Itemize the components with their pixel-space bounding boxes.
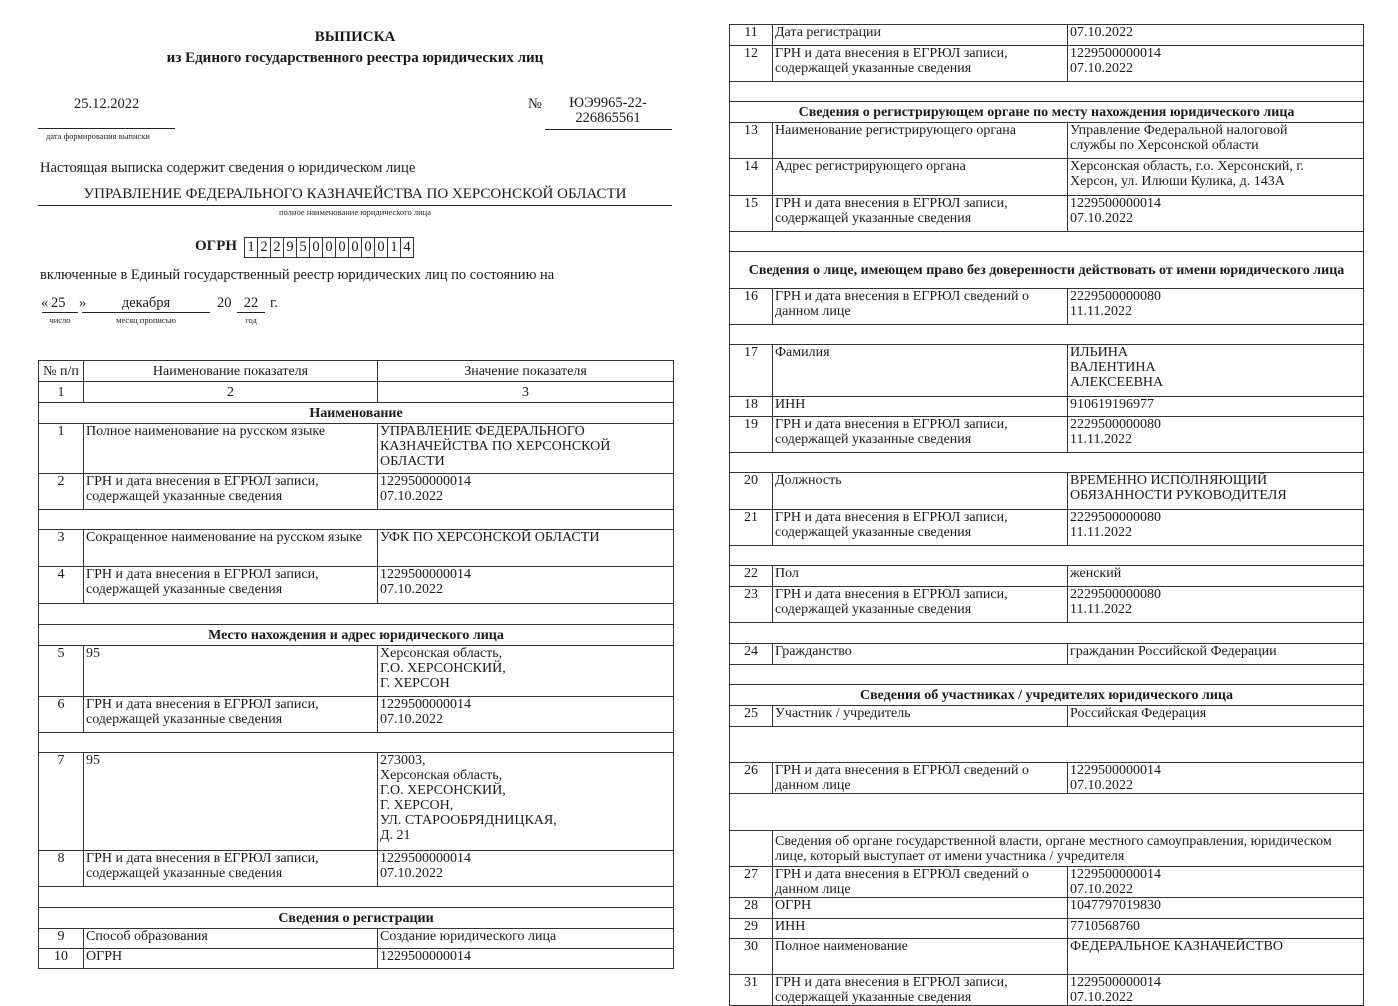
row-number: 13 [730, 123, 773, 159]
section-header-row [730, 252, 1364, 289]
indicator-name: Дата регистрации [773, 25, 1068, 46]
indicator-name: 95 [84, 646, 378, 697]
section-header-row [730, 102, 1364, 123]
indicator-name: Гражданство [773, 644, 1068, 665]
table-row [39, 567, 674, 604]
table-row [730, 919, 1364, 939]
row-number: 2 [39, 474, 84, 510]
blank-separator-row [39, 887, 674, 908]
day-underline [42, 312, 78, 313]
blank-cell [730, 82, 1364, 102]
open-quote: « [41, 295, 49, 311]
blank-separator-row [730, 546, 1364, 566]
row-number: 7 [39, 753, 84, 851]
indicator-name: ГРН и дата внесения в ЕГРЮЛ сведений о данном лице [773, 763, 1068, 794]
table-row [730, 898, 1364, 919]
state-century: 20 [217, 295, 232, 311]
indicator-value: Херсонская область, г.о. Херсонский, г. Херсон, ул. Илюши Кулика, д. 143А [1068, 159, 1364, 196]
table-row [39, 646, 674, 697]
indicator-value: ИЛЬИНА ВАЛЕНТИНА АЛЕКСЕЕВНА [1068, 345, 1364, 397]
blank-separator-row [39, 733, 674, 753]
blank-separator-row [730, 727, 1364, 763]
table-row [730, 345, 1364, 397]
blank-cell [730, 453, 1364, 473]
table-row [730, 25, 1364, 46]
blank-cell [730, 727, 1364, 763]
header-col-name: Наименование показателя [84, 361, 378, 382]
indicator-value: 1047797019830 [1068, 898, 1364, 919]
ogrn-digit-box: 0 [309, 237, 323, 258]
indicator-name: Полное наименование на русском языке [84, 424, 378, 474]
table-row [730, 566, 1364, 587]
section-title: Сведения о регистрации [39, 908, 674, 929]
entity-name: УПРАВЛЕНИЕ ФЕДЕРАЛЬНОГО КАЗНАЧЕЙСТВА ПО ХЕРСОНСКОЙ ОБЛАСТИ [83, 186, 627, 202]
indicator-value: ФЕДЕРАЛЬНОЕ КАЗНАЧЕЙСТВО [1068, 939, 1364, 975]
blank-cell [730, 623, 1364, 644]
entity-caption: полное наименование юридического лица [279, 207, 431, 217]
row-number: 28 [730, 898, 773, 919]
table-row [730, 939, 1364, 975]
row-number: 22 [730, 566, 773, 587]
table-row [730, 763, 1364, 794]
indicator-value: 1229500000014 07.10.2022 [1068, 46, 1364, 82]
row-number: 31 [730, 975, 773, 1006]
info-text: Сведения об органе государственной власти, органе местного самоуправления, юридическом лице, который выступает от имени участника / учредителя [773, 831, 1364, 867]
section-header-row [39, 908, 674, 929]
row-number: 14 [730, 159, 773, 196]
section-header-row [39, 625, 674, 646]
indicator-value: 910619196977 [1068, 397, 1364, 417]
indicator-value: Управление Федеральной налоговой службы по Херсонской области [1068, 123, 1364, 159]
row-number: 17 [730, 345, 773, 397]
row-number: 9 [39, 929, 84, 949]
table-row [39, 929, 674, 949]
table-row [730, 975, 1364, 1006]
row-number: 29 [730, 919, 773, 939]
ogrn-digit-box: 2 [270, 237, 284, 258]
blank-cell [39, 887, 674, 908]
indicator-name: Пол [773, 566, 1068, 587]
blank-cell [730, 546, 1364, 566]
ogrn-digit-box: 4 [400, 237, 414, 258]
date-underline [38, 128, 175, 129]
header-col-number: № п/п [39, 361, 84, 382]
entity-underline [38, 205, 672, 206]
indicator-name: ГРН и дата внесения в ЕГРЮЛ записи, содержащей указанные сведения [773, 587, 1068, 623]
extract-date: 25.12.2022 [74, 96, 140, 112]
section-title: Место нахождения и адрес юридического лица [39, 625, 674, 646]
indicator-value: 7710568760 [1068, 919, 1364, 939]
row-number: 12 [730, 46, 773, 82]
blank-cell [39, 604, 674, 625]
ogrn-digit-box: 2 [257, 237, 271, 258]
table-row [730, 159, 1364, 196]
blank-separator-row [730, 232, 1364, 252]
section-title: Сведения о регистрирующем органе по месту нахождения юридического лица [730, 102, 1364, 123]
indicator-value: гражданин Российской Федерации [1068, 644, 1364, 665]
row-number: 11 [730, 25, 773, 46]
ogrn-digit-box: 9 [283, 237, 297, 258]
indicator-name: Адрес регистрирующего органа [773, 159, 1068, 196]
table-row [730, 46, 1364, 82]
indicator-value: 2229500000080 11.11.2022 [1068, 289, 1364, 325]
close-quote: » [79, 295, 87, 311]
row-number: 24 [730, 644, 773, 665]
indicator-value: 1229500000014 07.10.2022 [1068, 975, 1364, 1006]
table-row [730, 123, 1364, 159]
row-number: 3 [39, 530, 84, 567]
indicator-value: 1229500000014 07.10.2022 [378, 697, 674, 733]
ogrn-digit-box: 0 [335, 237, 349, 258]
indicator-value: УПРАВЛЕНИЕ ФЕДЕРАЛЬНОГО КАЗНАЧЕЙСТВА ПО ХЕРСОНСКОЙ ОБЛАСТИ [378, 424, 674, 474]
indicator-name: ГРН и дата внесения в ЕГРЮЛ записи, содержащей указанные сведения [773, 975, 1068, 1006]
indicator-value: 2229500000080 11.11.2022 [1068, 510, 1364, 546]
table-row [730, 473, 1364, 510]
year-underline [237, 312, 265, 313]
table-row [730, 706, 1364, 727]
day-caption: число [49, 315, 71, 325]
register-table-right [729, 24, 1364, 1006]
number-sign: № [528, 96, 542, 112]
table-row [730, 587, 1364, 623]
row-number: 16 [730, 289, 773, 325]
ogrn-digit-box: 5 [296, 237, 310, 258]
document-title: ВЫПИСКА [314, 29, 396, 45]
indicator-value: 1229500000014 07.10.2022 [1068, 763, 1364, 794]
indicator-value: Херсонская область, Г.О. ХЕРСОНСКИЙ, Г. ХЕРСОН [378, 646, 674, 697]
indicator-name: ГРН и дата внесения в ЕГРЮЛ записи, содержащей указанные сведения [773, 417, 1068, 453]
header-col-value: Значение показателя [378, 361, 674, 382]
indicator-value: Российская Федерация [1068, 706, 1364, 727]
row-number: 4 [39, 567, 84, 604]
indicator-name: 95 [84, 753, 378, 851]
intro-text: Настоящая выписка содержит сведения о юридическом лице [40, 160, 416, 176]
row-number: 18 [730, 397, 773, 417]
indicator-name: ГРН и дата внесения в ЕГРЮЛ записи, содержащей указанные сведения [773, 46, 1068, 82]
blank-separator-row [730, 325, 1364, 345]
section-header-row [39, 403, 674, 424]
indicator-value: Создание юридического лица [378, 929, 674, 949]
indicator-value: 273003, Херсонская область, Г.О. ХЕРСОНСКИЙ, Г. ХЕРСОН, УЛ. СТАРООБРЯДНИЦКАЯ, Д. 21 [378, 753, 674, 851]
indicator-name: ОГРН [773, 898, 1068, 919]
indicator-name: ГРН и дата внесения в ЕГРЮЛ записи, содержащей указанные сведения [773, 510, 1068, 546]
table-row [730, 867, 1364, 898]
table-row [39, 949, 674, 969]
row-number: 27 [730, 867, 773, 898]
blank-cell [730, 325, 1364, 345]
blank-separator-row [730, 794, 1364, 831]
month-caption: месяц прописью [116, 315, 176, 325]
row-number: 25 [730, 706, 773, 727]
indicator-name: ГРН и дата внесения в ЕГРЮЛ сведений о данном лице [773, 867, 1068, 898]
ogrn-digit-box: 1 [387, 237, 401, 258]
indicator-name: Полное наименование [773, 939, 1068, 975]
ogrn-digit-boxes [245, 237, 414, 258]
blank-cell [730, 665, 1364, 685]
section-header-row [730, 685, 1364, 706]
row-number: 15 [730, 196, 773, 232]
row-number: 19 [730, 417, 773, 453]
indicator-name: Наименование регистрирующего органа [773, 123, 1068, 159]
table-row [730, 417, 1364, 453]
blank-cell [730, 794, 1364, 831]
blank-separator-row [730, 623, 1364, 644]
blank-cell [39, 733, 674, 753]
info-row [730, 831, 1364, 867]
indicator-value: 1229500000014 07.10.2022 [378, 474, 674, 510]
year-caption: год [245, 315, 257, 325]
indicator-value: 1229500000014 07.10.2022 [378, 567, 674, 604]
row-number: 1 [39, 424, 84, 474]
indicator-value: 2229500000080 11.11.2022 [1068, 417, 1364, 453]
indicator-value: 07.10.2022 [1068, 25, 1364, 46]
table-row [39, 474, 674, 510]
table-row [39, 753, 674, 851]
ogrn-digit-box: 0 [322, 237, 336, 258]
indicator-value: 1229500000014 07.10.2022 [378, 851, 674, 887]
indicator-value: 2229500000080 11.11.2022 [1068, 587, 1364, 623]
table-row [39, 851, 674, 887]
blank-separator-row [730, 453, 1364, 473]
indicator-name: Участник / учредитель [773, 706, 1068, 727]
number-underline [545, 129, 672, 130]
ogrn-digit-box: 1 [244, 237, 258, 258]
row-number: 26 [730, 763, 773, 794]
indicator-name: ГРН и дата внесения в ЕГРЮЛ записи, содержащей указанные сведения [84, 851, 378, 887]
section-title: Наименование [39, 403, 674, 424]
extract-number: ЮЭ9965-22- 226865561 [569, 95, 647, 126]
indicator-name: ГРН и дата внесения в ЕГРЮЛ записи, содержащей указанные сведения [84, 474, 378, 510]
indicator-name: ГРН и дата внесения в ЕГРЮЛ записи, содержащей указанные сведения [84, 697, 378, 733]
state-day: 25 [51, 295, 66, 311]
table-row [730, 196, 1364, 232]
date-caption: дата формирования выписки [46, 131, 150, 141]
table-header-row [39, 361, 674, 382]
blank-separator-row [39, 510, 674, 530]
indicator-value: 1229500000014 07.10.2022 [1068, 196, 1364, 232]
indicator-name: Должность [773, 473, 1068, 510]
row-number: 8 [39, 851, 84, 887]
blank-separator-row [730, 665, 1364, 685]
year-suffix: г. [270, 295, 278, 311]
indicator-name: ГРН и дата внесения в ЕГРЮЛ сведений о данном лице [773, 289, 1068, 325]
table-row [730, 644, 1364, 665]
indicator-value: 1229500000014 07.10.2022 [1068, 867, 1364, 898]
blank-cell [39, 510, 674, 530]
section-title: Сведения о лице, имеющем право без доверенности действовать от имени юридического лица [730, 252, 1364, 289]
ogrn-label: ОГРН [195, 238, 238, 254]
ogrn-digit-box: 0 [348, 237, 362, 258]
column-number-3: 3 [378, 382, 674, 403]
indicator-value: женский [1068, 566, 1364, 587]
row-number: 20 [730, 473, 773, 510]
state-month: декабря [121, 295, 171, 311]
ogrn-digit-box: 0 [374, 237, 388, 258]
table-row [39, 530, 674, 567]
indicator-name: ОГРН [84, 949, 378, 969]
row-number: 5 [39, 646, 84, 697]
blank-separator-row [39, 604, 674, 625]
indicator-value: ВРЕМЕННО ИСПОЛНЯЮЩИЙ ОБЯЗАННОСТИ РУКОВОДИТЕЛЯ [1068, 473, 1364, 510]
table-column-numbers-row [39, 382, 674, 403]
table-row [730, 510, 1364, 546]
indicator-name: Фамилия [773, 345, 1068, 397]
column-number-1: 1 [39, 382, 84, 403]
table-row [39, 424, 674, 474]
row-number: 30 [730, 939, 773, 975]
state-year: 22 [243, 295, 259, 311]
document-subtitle: из Единого государственного реестра юридических лиц [166, 50, 544, 66]
row-number: 6 [39, 697, 84, 733]
table-row [39, 697, 674, 733]
indicator-name: ИНН [773, 397, 1068, 417]
row-number: 10 [39, 949, 84, 969]
indicator-value: 1229500000014 [378, 949, 674, 969]
row-number: 21 [730, 510, 773, 546]
indicator-name: Способ образования [84, 929, 378, 949]
row-number: 23 [730, 587, 773, 623]
blank-cell [730, 232, 1364, 252]
month-underline [82, 312, 210, 313]
included-text: включенные в Единый государственный реестр юридических лиц по состоянию на [40, 267, 555, 283]
indicator-name: Сокращенное наименование на русском языке [84, 530, 378, 567]
indicator-name: ГРН и дата внесения в ЕГРЮЛ записи, содержащей указанные сведения [84, 567, 378, 604]
register-table-left [38, 360, 674, 969]
number-cell [730, 831, 773, 867]
indicator-name: ИНН [773, 919, 1068, 939]
indicator-name: ГРН и дата внесения в ЕГРЮЛ записи, содержащей указанные сведения [773, 196, 1068, 232]
ogrn-digit-box: 0 [361, 237, 375, 258]
blank-separator-row [730, 82, 1364, 102]
section-title: Сведения об участниках / учредителях юридического лица [730, 685, 1364, 706]
column-number-2: 2 [84, 382, 378, 403]
table-row [730, 397, 1364, 417]
table-row [730, 289, 1364, 325]
indicator-value: УФК ПО ХЕРСОНСКОЙ ОБЛАСТИ [378, 530, 674, 567]
